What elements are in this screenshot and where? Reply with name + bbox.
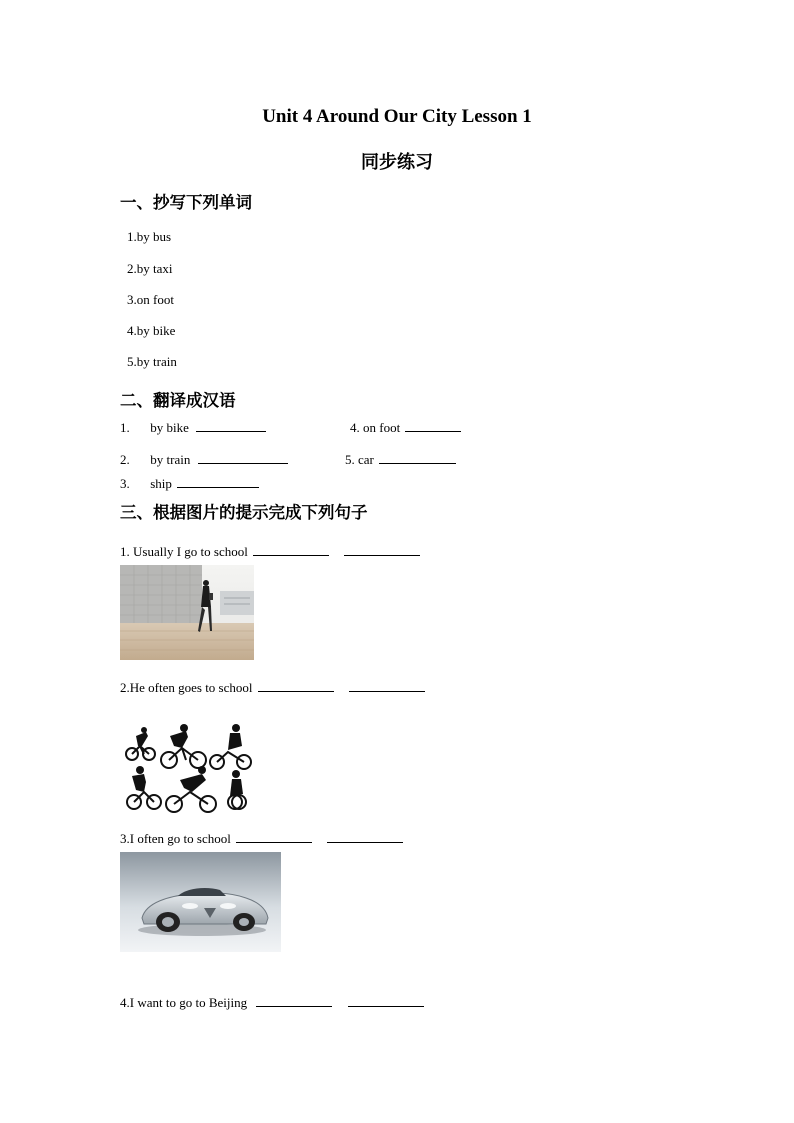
- sentence-4: [120, 994, 424, 1011]
- car-photo: [120, 852, 281, 952]
- answer-blank[interactable]: [236, 830, 312, 843]
- answer-blank[interactable]: [405, 419, 461, 432]
- item-number: 3.: [120, 476, 130, 491]
- section-1-heading: 一、抄写下列单词: [120, 193, 252, 212]
- translate-item-1: [120, 419, 266, 436]
- section-3-heading: 三、根据图片的提示完成下列句子: [120, 503, 368, 522]
- page-title: Unit 4 Around Our City Lesson 1: [262, 106, 532, 127]
- sentence-1: [120, 543, 420, 560]
- item-text: by bike: [150, 420, 189, 435]
- answer-blank[interactable]: [196, 419, 266, 432]
- answer-blank[interactable]: [198, 451, 288, 464]
- sentence-text: 4.I want to go to Beijing: [120, 995, 248, 1010]
- page-subtitle: 同步练习: [361, 152, 433, 173]
- item-text: on foot: [363, 420, 401, 435]
- word-item: 2.by taxi: [127, 261, 173, 276]
- answer-blank[interactable]: [258, 679, 334, 692]
- item-text: by train: [150, 452, 191, 467]
- word-item: 5.by train: [127, 354, 177, 369]
- word-item: 3.on foot: [127, 292, 174, 307]
- translate-item-4: [350, 419, 461, 436]
- answer-blank[interactable]: [327, 830, 403, 843]
- section-2-heading: 二、翻译成汉语: [120, 391, 236, 410]
- item-number: 2.: [120, 452, 130, 467]
- item-number: 1.: [120, 420, 130, 435]
- sentence-text: 1. Usually I go to school: [120, 544, 248, 559]
- sentence-text: 2.He often goes to school: [120, 680, 253, 695]
- answer-blank[interactable]: [344, 543, 420, 556]
- item-text: ship: [150, 476, 172, 491]
- item-text: car: [358, 452, 374, 467]
- answer-blank[interactable]: [177, 475, 259, 488]
- word-item: 1.by bus: [127, 229, 172, 244]
- cyclists-image: [122, 722, 256, 814]
- translate-item-5: [345, 451, 456, 468]
- sentence-2: [120, 679, 425, 696]
- answer-blank[interactable]: [253, 543, 329, 556]
- translate-item-2: [120, 451, 288, 468]
- answer-blank[interactable]: [256, 994, 332, 1007]
- item-number: 4.: [350, 420, 360, 435]
- sentence-3: [120, 830, 403, 847]
- answer-blank[interactable]: [379, 451, 456, 464]
- walking-photo: [120, 565, 254, 660]
- word-item: 4.by bike: [127, 323, 176, 338]
- answer-blank[interactable]: [348, 994, 424, 1007]
- item-number: 5.: [345, 452, 355, 467]
- answer-blank[interactable]: [349, 679, 425, 692]
- translate-item-3: [120, 475, 259, 492]
- sentence-text: 3.I often go to school: [120, 831, 231, 846]
